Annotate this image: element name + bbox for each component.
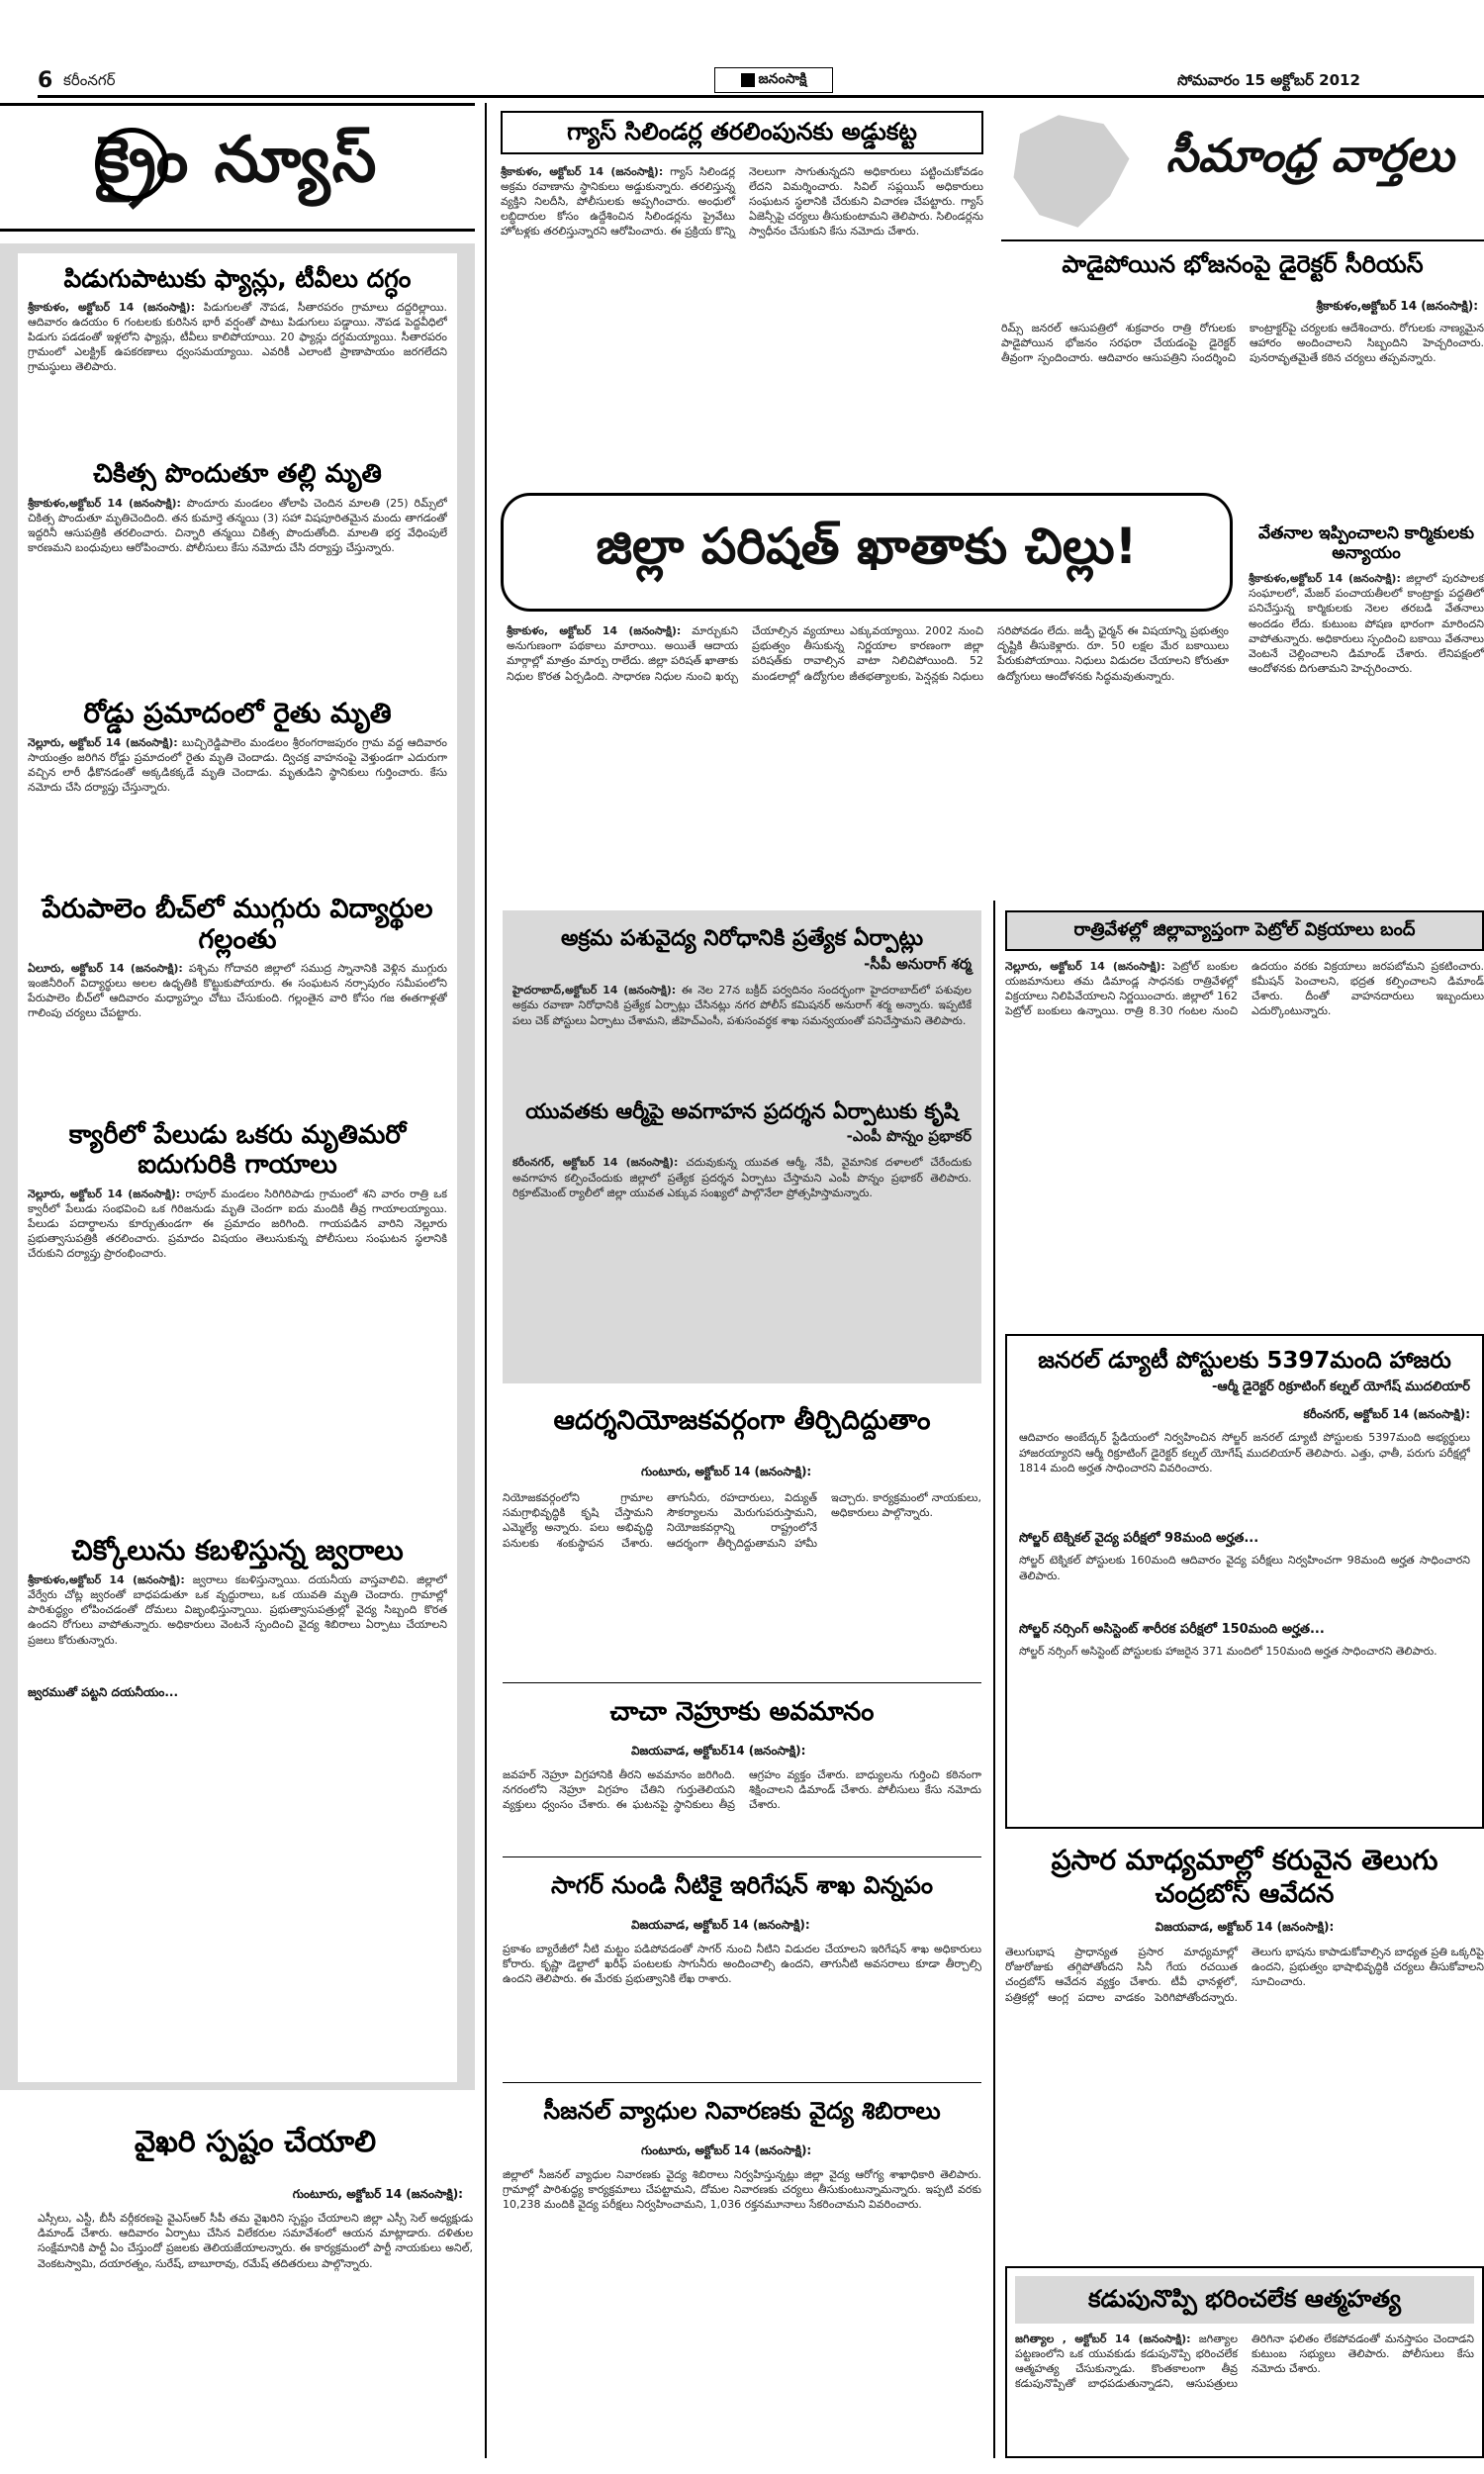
story-text: మార్చుకుని అనుగుణంగా పథకాలు మారాయి. అయితే ఆదాయ మార్గాల్లో మాత్రం మార్పు రాలేదు. జిల్లా పరిషత్ ఖాతాకు నిధుల కొరత ఏర్పడింది. సాధారణ నిధుల నుంచి ఖర్చు చేయాల్సిన వ్యయాలు ఎక్కువయ్యాయి. 2002 నుంచి ప్రభుత్వం తీసుకున్న నిర్ణయాల కారణంగా జిల్లా పరిషత్‌కు రావాల్సిన వాటా నిలిచిపోయింది. 52 మండలాల్లో ఉద్యోగుల జీతభత్యాలకు, పెన్షన్లకు నిధులు సరిపోవడం లేదు. జడ్పీ ఛైర్మన్ ఈ విషయాన్ని ప్రభుత్వం దృష్టికి తీసుకెళ్లారు. రూ. 50 లక్షల మేర బకాయిలు పేరుకుపోయాయి. నిధులు విడుదల చేయాలని కోరుతూ ఉద్యోగులు ఆందోళనకు సిద్ధమవుతున్నారు.: [507, 624, 1229, 683]
headline: అక్రమ పశువైద్య నిరోధానికి ప్రత్యేక ఏర్పాట్లు: [560, 926, 924, 951]
story-beach: [28, 894, 447, 1109]
story-body: [28, 735, 447, 882]
story-text: గ్యాస్ సిలిండర్ల అక్రమ రవాణాను స్థానికులు అడ్డుకున్నారు. తరలిస్తున్న వ్యక్తిని నిలదీసి, పోలీసులకు అప్పగించారు. అంధులో లబ్ధిదారుల కోసం ఉద్దేశించిన సిలిండర్లను ప్రైవేటు హోటళ్లకు తరలిస్తున్నారని ఆరోపించారు. ఈ ప్రక్రియ కొన్ని నెలలుగా సాగుతున్నదని అధికారులు పట్టించుకోవడం లేదని విమర్శించారు. సివిల్ సప్లయిస్ అధికారులు సంఘటన స్థలానికి చేరుకుని విచారణ చేపట్టారు. గ్యాస్ ఏజెన్సీపై చర్యలు తీసుకుంటామని తెలిపారు. సిలిండర్లను స్వాధీనం చేసుకుని కేసు నమోదు చేశారు.: [501, 164, 983, 238]
byline: -ఆర్మీ డైరెక్టర్ రిక్రూటింగ్ కల్నల్ యోగేష్ ముదలియార్: [1212, 1380, 1470, 1395]
story-body: [1015, 2331, 1474, 2434]
dateline: జగిత్యాల , అక్టోబర్ 14 (జనంసాక్షి):: [1015, 2331, 1191, 2345]
headline-box: [501, 111, 983, 154]
story-text: జ్వరాలు కబళిస్తున్నాయి. దయనీయ వాస్తవాలివి. జిల్లాలో వేర్వేరు చోట్ల జ్వరంతో బాధపడుతూ ఒక వృద్ధురాలు, ఒక యువతి మృతి చెందారు. గ్రామాల్లో పారిశుద్ధ్యం లోపించడంతో దోమలు విజృంభిస్తున్నాయి. ప్రభుత్వాసుపత్రుల్లో వైద్య సిబ్బంది కొరత ఉందని రోగులు వాపోతున్నారు. అధికారులు వెంటనే స్పందించి వైద్య శిబిరాలు ఏర్పాటు చేయాలని ప్రజలు కోరుతున్నారు.: [28, 1572, 447, 1647]
headline: చికిత్స పొందుతూ తల్లి మృతి: [93, 458, 382, 489]
headline: పేరుపాలెం బీచ్‌లో ముగ్గురు విద్యార్థుల గల్లంతు: [42, 893, 433, 955]
headline: చిక్కోలును కబళిస్తున్న జ్వరాలు: [71, 1533, 404, 1567]
headline: పాడైపోయిన భోజనంపై డైరెక్టర్ సీరియస్: [1062, 250, 1424, 278]
story-text: పెట్రోల్ బంకుల యజమానులు తమ డిమాండ్ల సాధనకు రాత్రివేళల్లో విక్రయాలు నిలిపివేయాలని నిర్ణయించారు. జిల్లాలో 162 పెట్రోల్ బంకులు ఉన్నాయి. రాత్రి 8.30 గంటల నుంచి ఉదయం వరకు విక్రయాలు జరపబోమని ప్రకటించారు. కమీషన్ పెంచాలని, భద్రత కల్పించాలని డిమాండ్ చేశారు. దీంతో వాహనదారులు ఇబ్బందులు ఎదుర్కొంటున్నారు.: [1005, 959, 1484, 1018]
column-divider: [993, 901, 995, 2458]
dateline: శ్రీకాకుళం, అక్టోబర్ 14 (జనంసాక్షి):: [507, 624, 682, 637]
story-text: ఎస్సీలు, ఎస్టీ, బీసీ వర్గీకరణపై వైఎస్ఆర్ సీపీ తమ వైఖరిని స్పష్టం చేయాలని జిల్లా ఎస్సీ సెల్ అధ్యక్షుడు డిమాండ్ చేశారు. ఆదివారం ఏర్పాటు చేసిన విలేకరుల సమావేశంలో ఆయన మాట్లాడారు. దళితుల సంక్షేమానికి పార్టీ ఏం చేస్తుందో ప్రజలకు తెలియజేయాలన్నారు. ఈ కార్యక్రమంలో పార్టీ నాయకులు అనిల్, వెంకటస్వామి, దయారత్నం, సురేష్, బాబూరావు, రమేష్ తదితరులు పాల్గొన్నారు.: [38, 2212, 473, 2270]
story-body: [28, 300, 447, 448]
story-text: పశ్చిమ గోదావరి జిల్లాలో సముద్ర స్నానానికి వెళ్లిన ముగ్గురు ఇంజినీరింగ్ విద్యార్థులు అలల ఉధృతికి కొట్టుకుపోయారు. ఈ సంఘటన నర్సాపురం సమీపంలోని పేరుపాలెం బీచ్‌లో ఆదివారం మధ్యాహ్నం చోటు చేసుకుంది. గల్లంతైన వారి కోసం గజ ఈతగాళ్లతో గాలింపు చర్యలు చేపట్టారు.: [28, 961, 447, 1020]
story-text: పిడుగులతో నౌపడ, సీతారపరం గ్రామాలు దద్దరిల్లాయి. ఆదివారం ఉదయం 6 గంటలకు కురిసిన భారీ వర్షంతో పాటు పిడుగులు పడ్డాయి. నౌపడ పెద్దవీధిలో పిడుగు పడడంతో ఇళ్లలోని ఫ్యాన్లు, టీవీలు కాలిపోయాయి. 20 ఫ్యాన్లు దగ్ధమయ్యాయి. సీతారపరం గ్రామంలో ఎలక్ట్రిక్ ఉపకరణాలు ధ్వంసమయ్యాయి. ఎవరికీ ఎలాంటి ప్రాణాపాయం జరగలేదని గ్రామస్థులు తెలిపారు.: [28, 300, 447, 374]
dateline: శ్రీకాకుళం, అక్టోబర్ 14 (జనంసాక్షి):: [501, 164, 664, 178]
crime-banner-title: క్రైం న్యూస్: [96, 123, 379, 197]
divider: [503, 1856, 981, 1857]
byline: -సీపీ అనురాగ్ శర్మ: [864, 955, 972, 974]
dateline: శ్రీకాకుళం,అక్టోబర్ 14 (జనంసాక్షి):: [28, 496, 181, 510]
story-army: [1005, 1334, 1484, 1829]
headline: ప్రసార మాధ్యమాల్లో కరువైన తెలుగు: [1051, 1844, 1438, 1876]
masthead: [0, 0, 1484, 95]
story-text: సోల్జర్ నర్సింగ్ అసిస్టెంట్ పోస్టులకు హాజరైన 371 మందిలో 150మంది అర్హత సాధించారని తెలిపారు.: [1019, 1645, 1438, 1659]
story-text: నియోజకవర్గంలోని గ్రామాల సమగ్రాభివృద్ధికి కృషి చేస్తామని ఎమ్మెల్యే అన్నారు. పలు అభివృద్ధి పనులకు శంకుస్థాపన చేశారు. తాగునీరు, రహదారులు, విద్యుత్ సౌకర్యాలను మెరుగుపరుస్తామని, నియోజకవర్గాన్ని రాష్ట్రంలోనే ఆదర్శంగా తీర్చిదిద్దుతామని హామీ ఇచ్చారు. కార్యక్రమంలో నాయకులు, అధికారులు పాల్గొన్నారు.: [503, 1491, 981, 1550]
paper-logo: [714, 67, 833, 93]
story-telugu: [1005, 1841, 1484, 2256]
dateline: హైదరాబాద్,అక్టోబర్ 14 (జనంసాక్షి):: [512, 984, 677, 998]
headline: కడుపునొప్పి భరించలేక ఆత్మహత్య: [1088, 2285, 1401, 2313]
paper-name: జనంసాక్షి: [758, 70, 807, 87]
dateline: నెల్లూరు, అక్టోబర్ 14 (జనంసాక్షి):: [28, 1187, 181, 1200]
divider: [503, 1682, 981, 1683]
dateline: శ్రీకాకుళం,అక్టోబర్ 14 (జనంసాక్షి):: [1249, 572, 1401, 586]
story-body: [28, 496, 447, 686]
dateline: విజయవాడ, అక్టోబర్14 (జనంసాక్షి):: [631, 1744, 806, 1758]
story-text: పొందూరు మండలం తోలాపి చెందిన మాలతి (25) రిమ్స్‌లో చికిత్స పొందుతూ మృతిచెందింది. తన కుమార్తె తన్మయి (3) సహా విషపూరితమైన మందు తాగడంతో ఇద్దరినీ ఆసుపత్రికి తరలించారు. చిన్నారి తన్మయి చికిత్స పొందుతోంది. మాలతి భర్త వేధింపులే కారణమని బంధువులు ఆరోపించారు. పోలీసులు కేసు నమోదు చేసి దర్యాప్తు చేస్తున్నారు.: [28, 496, 447, 555]
section-name: కరీంనగర్: [63, 71, 116, 89]
story-wages: [1249, 523, 1484, 899]
story-fevers: [28, 1535, 447, 1702]
story-road-accident: [28, 698, 447, 882]
dateline: ఏలూరు, అక్టోబర్ 14 (జనంసాక్షి):: [28, 961, 183, 975]
story-body: [28, 1187, 447, 1523]
story-text: బుచ్చిరెడ్డిపాలెం మండలం శ్రీరంగరాజపురం గ్రామ వద్ద ఆదివారం సాయంత్రం జరిగిన రోడ్డు ప్రమాదంలో రైతు మృతి చెందాడు. ద్విచక్ర వాహనంపై వెళ్తుండగా ఎదురుగా వచ్చిన లారీ ఢీకొనడంతో అక్కడికక్కడే మృతి చెందాడు. మృతుడిని స్థానికులు గుర్తించారు. కేసు నమోదు చేసి దర్యాప్తు చేస్తున్నారు.: [28, 735, 447, 795]
crime-news-panel: [0, 243, 475, 2090]
divider: [503, 2082, 981, 2083]
subheading: సోల్జర్ నర్సింగ్ అసిస్టెంట్ శారీరక పరీక్షలో 150మంది అర్హత...: [1019, 1622, 1325, 1638]
byline: -ఎంపీ పొన్నం ప్రభాకర్: [846, 1127, 972, 1146]
headline: జిల్లా పరిషత్ ఖాతాకు చిల్లు!: [596, 517, 1138, 575]
seemandhra-title: సీమాంధ్ర వార్తలు: [1165, 129, 1454, 182]
subheading: సోల్జర్ టెక్నికల్ వైద్య పరీక్షలో 98మంది అర్హత...: [1019, 1531, 1259, 1547]
story-vet: [512, 926, 972, 1090]
story-body: [512, 983, 972, 1090]
headline-box: [1015, 2276, 1474, 2324]
story-gas: [501, 111, 983, 477]
dateline: విజయవాడ, అక్టోబర్ 14 (జనంసాక్షి):: [631, 1918, 810, 1932]
headline: జనరల్ డ్యూటీ పోస్టులకు 5397మంది హాజరు: [1038, 1348, 1451, 1374]
story-text: రిమ్స్ జనరల్ ఆసుపత్రిలో శుక్రవారం రాత్రి రోగులకు పాడైపోయిన భోజనం సరఫరా చేయడంపై డైరెక్టర్ తీవ్రంగా స్పందించారు. ఆదివారం ఆసుపత్రిని సందర్శించి కాంట్రాక్టర్‌పై చర్యలకు ఆదేశించారు. రోగులకు నాణ్యమైన ఆహారం అందించాలని సిబ్బందిని హెచ్చరించారు. పునరావృతమైతే కఠిన చర్యలు తప్పవన్నారు.: [1001, 322, 1484, 365]
headline: రోడ్డు ప్రమాదంలో రైతు మృతి: [83, 696, 392, 729]
story-text: జవహర్ నెహ్రూ విగ్రహానికి తీరని అవమానం జరిగింది. నగరంలోని నెహ్రూ విగ్రహం చేతిని గుర్తుతెలియని వ్యక్తులు ధ్వంసం చేశారు. ఈ ఘటనపై స్థానికులు తీవ్ర ఆగ్రహం వ్యక్తం చేశారు. బాధ్యులను గుర్తించి కఠినంగా శిక్షించాలని డిమాండ్ చేశారు. పోలీసులు కేసు నమోదు చేశారు.: [503, 1768, 981, 1812]
masthead-rule: [38, 95, 1484, 98]
vet-youth-block: [503, 910, 981, 1383]
story-body: [28, 1572, 447, 1679]
dateline: శ్రీకాకుళం,అక్టోబర్ 14 (జనంసాక్షి):: [28, 1572, 185, 1586]
headline: ఆదర్శనియోజకవర్గంగా తీర్చిదిద్దుతాం: [553, 1405, 931, 1436]
dateline: నెల్లూరు, అక్టోబర్ 14 (జనంసాక్షి):: [28, 735, 178, 749]
story-food: [1001, 247, 1484, 534]
crime-banner: [0, 103, 475, 232]
dateline: కరీంనగర్, అక్టోబర్ 14 (జనంసాక్షి):: [1303, 1407, 1470, 1422]
headline-box: [1005, 910, 1484, 951]
dateline: శ్రీకాకుళం,అక్టోబర్ 14 (జనంసాక్షి):: [1316, 299, 1478, 313]
page-number: 6: [38, 68, 53, 93]
headline: పిడుగుపాటుకు ఫ్యాన్లు, టీవీలు దగ్ధం: [63, 264, 412, 293]
headline: సీజనల్ వ్యాధుల నివారణకు వైద్య శిబిరాలు: [543, 2097, 941, 2125]
story-text: జిల్లాలో సీజనల్ వ్యాధుల నివారణకు వైద్య శిబిరాలు నిర్వహిస్తున్నట్లు జిల్లా వైద్య ఆరోగ్య శాఖాధికారి తెలిపారు. గ్రామాల్లో పారిశుద్ధ్య కార్యక్రమాలు చేపట్టామని, దోమల నివారణకు చర్యలు తీసుకుంటున్నామన్నారు. ఇప్పటి వరకు 10,238 మందికి వైద్య పరీక్షలు నిర్వహించామని, 1,036 రక్తనమూనాలు సేకరించామని వివరించారు.: [503, 2168, 981, 2212]
story-thunder: [28, 265, 447, 448]
subheadline: చంద్రబోస్ ఆవేదన: [1155, 1879, 1335, 1910]
story-body: [512, 1155, 972, 1274]
logo-icon: [741, 73, 755, 87]
story-sagar: [503, 1864, 981, 2078]
story-text: సోల్జర్ టెక్నికల్ పోస్టులకు 160మంది ఆదివారం వైద్య పరీక్షలు నిర్వహించగా 98మంది అర్హత సాధించారని తెలిపారు.: [1019, 1554, 1470, 1582]
dateline: విజయవాడ, అక్టోబర్ 14 (జనంసాక్షి):: [1155, 1920, 1335, 1935]
headline: చాచా నెహ్రూకు అవమానం: [609, 1697, 875, 1727]
story-seasonal: [503, 2090, 981, 2458]
story-body: [507, 623, 1229, 901]
crosshair-icon: [95, 128, 168, 201]
story-body: [1005, 959, 1484, 1285]
dateline: కరీంనగర్, అక్టోబర్ 14 (జనంసాక్షి):: [512, 1156, 679, 1170]
dateline: గుంటూరు, అక్టోబర్ 14 (జనంసాక్షి):: [641, 2143, 812, 2157]
story-body: [1249, 571, 1484, 868]
story-text: ఈ నెల 27న బక్రీద్ పర్వదినం సందర్భంగా హైదరాబాద్‌లో పశువుల అక్రమ రవాణా నిరోధానికి ప్రత్యేక ఏర్పాట్లు చేసినట్లు నగర పోలీస్ కమిషనర్ అనురాగ్ శర్మ అన్నారు. ఇప్పటికే పలు చెక్ పోస్టులు ఏర్పాటు చేశామని, జీహెచ్ఎంసీ, పశుసంవర్ధక శాఖ సమన్వయంతో పనిచేస్తామని తెలిపారు.: [512, 984, 972, 1027]
story-text: జగిత్యాల పట్టణంలోని ఒక యువకుడు కడుపునొప్పి భరించలేక ఆత్మహత్య చేసుకున్నాడు. కొంతకాలంగా తీవ్ర కడుపునొప్పితో బాధపడుతున్నాడని, ఆసుపత్రులు తిరిగినా ఫలితం లేకపోవడంతో మనస్తాపం చెందాడని కుటుంబ సభ్యులు తెలిపారు. పోలీసులు కేసు నమోదు చేశారు.: [1015, 2331, 1474, 2391]
story-text: రాపూర్ మండలం సిరిగిరిపాడు గ్రామంలో శని వారం రాత్రి ఒక క్వారీలో పేలుడు సంభవించి ఒక గిరిజనుడు మృతి చెందగా ఐదు మందికి తీవ్ర గాయాలయ్యాయి. పేలుడు పదార్థాలను కూర్చుతుండగా ఈ ప్రమాదం జరిగింది. గాయపడిన వారిని నెల్లూరు ప్రభుత్వాసుపత్రికి తరలించారు. ప్రమాదం విషయం తెలుసుకున్న పోలీసులు సంఘటన స్థలానికి చేరుకుని దర్యాప్తు ప్రారంభించారు.: [28, 1187, 447, 1261]
story-zp: [495, 493, 1239, 908]
story-text: ప్రకాశం బ్యారేజీలో నీటి మట్టం పడిపోవడంతో సాగర్ నుంచి నీటిని విడుదల చేయాలని ఇరిగేషన్ శాఖ అధికారులు కోరారు. కృష్ణా డెల్టాలో ఖరీఫ్ పంటలకు సాగునీరు అందించాల్సి ఉందని, తాగునీటి అవసరాలు కూడా తీర్చాల్సి ఉందని తెలిపారు. ఈ మేరకు ప్రభుత్వానికి లేఖ రాశారు.: [503, 1943, 981, 1986]
story-text: జిల్లాలో పురపాలక సంఘాలలో, మేజర్ పంచాయతీలలో కాంట్రాక్టు పద్ధతిలో పనిచేస్తున్న కార్మికులకు నెలల తరబడి వేతనాలు అందడం లేదు. కుటుంబ పోషణ భారంగా మారిందని వాపోతున్నారు. అధికారులు స్పందించి బకాయి వేతనాలు వెంటనే చెల్లించాలని డిమాండ్ చేశారు. లేనిపక్షంలో ఆందోళనకు దిగుతామని హెచ్చరించారు.: [1249, 572, 1484, 676]
seemandhra-banner: [1001, 103, 1484, 241]
headline: వైఖరి స్పష్టం చేయాలి: [134, 2125, 377, 2159]
story-suicide: [1005, 2266, 1484, 2458]
story-quarry: [28, 1121, 447, 1523]
story-mother-death: [28, 460, 447, 686]
issue-date: సోమవారం 15 అక్టోబర్ 2012: [1177, 71, 1360, 89]
story-body: [28, 961, 447, 1109]
headline: వేతనాల ఇప్పించాలని కార్మికులకు అన్యాయం: [1258, 523, 1474, 563]
map-icon: [1007, 109, 1136, 234]
dateline: నెల్లూరు, అక్టోబర్ 14 (జనంసాక్షి):: [1005, 959, 1165, 973]
story-text: ఆదివారం అంబేద్కర్ స్టేడియంలో నిర్వహించిన సోల్జర్ జనరల్ డ్యూటీ పోస్టులకు 5397మంది అభ్యర్థులు హాజరయ్యారని ఆర్మీ రిక్రూటింగ్ డైరెక్టర్ కల్నల్ యోగేష్ ముదలియార్ తెలిపారు. ఎత్తు, ఛాతీ, పరుగు పరీక్షల్లో 1814 మంది అర్హత సాధించారని వివరించారు.: [1019, 1431, 1470, 1475]
story-youth: [512, 1099, 972, 1274]
dateline: గుంటూరు, అక్టోబర్ 14 (జనంసాక్షి):: [292, 2187, 463, 2201]
story-body: [501, 164, 983, 451]
column-divider: [485, 103, 487, 2458]
headline: యువతకు ఆర్మీపై అవగాహన ప్రదర్శన ఏర్పాటుకు కృషి: [525, 1099, 959, 1124]
subheading: జ్వరముతో పట్టని దయనీయం...: [28, 1684, 179, 1699]
story-petrol: [1005, 910, 1484, 1326]
story-text: చదువుకున్న యువత ఆర్మీ, నేవీ, వైమానిక దళాలలో చేరేందుకు అవగాహన కల్పించేందుకు జిల్లాలో ప్రత్యేక ప్రదర్శన ఏర్పాటు చేస్తామని ఎంపీ పొన్నం ప్రభాకర్ తెలిపారు. రిక్రూట్‌మెంట్ ర్యాలీలో జిల్లా యువత ఎక్కువ సంఖ్యలో పాల్గొనేలా ప్రోత్సహిస్తామన్నారు.: [512, 1156, 972, 1199]
headline: క్యారీలో పేలుడు ఒకరు మృతిమరో ఐదుగురికి గాయాలు: [68, 1119, 407, 1180]
headline: సాగర్ నుండి నీటికై ఇరిగేషన్ శాఖ విన్నపం: [550, 1871, 933, 1899]
dateline: శ్రీకాకుళం, అక్టోబర్ 14 (జనంసాక్షి):: [28, 300, 196, 314]
headline: గ్యాస్ సిలిండర్ల తరలింపునకు అడ్డుకట్ట: [567, 118, 917, 145]
story-stance: [38, 2108, 473, 2459]
headline: రాత్రివేళల్లో జిల్లావ్యాప్తంగా పెట్రోల్ విక్రయాలు బంద్: [1073, 919, 1416, 940]
story-nehru: [503, 1692, 981, 1851]
story-text: తెలుగుభాష ప్రాధాన్యత ప్రసార మాధ్యమాల్లో రోజురోజుకు తగ్గిపోతోందని సినీ గేయ రచయిత చంద్రబోస్ ఆవేదన వ్యక్తం చేశారు. టీవీ ఛానళ్లలో, పత్రికల్లో ఆంగ్ల పదాల వాడకం పెరిగిపోతోందన్నారు. తెలుగు భాషను కాపాడుకోవాల్సిన బాధ్యత ప్రతి ఒక్కరిపై ఉందని, ప్రభుత్వం భాషాభివృద్ధికి చర్యలు తీసుకోవాలని సూచించారు.: [1005, 1946, 1484, 2004]
dateline: గుంటూరు, అక్టోబర్ 14 (జనంసాక్షి):: [641, 1465, 812, 1478]
story-ideal: [503, 1397, 981, 1694]
